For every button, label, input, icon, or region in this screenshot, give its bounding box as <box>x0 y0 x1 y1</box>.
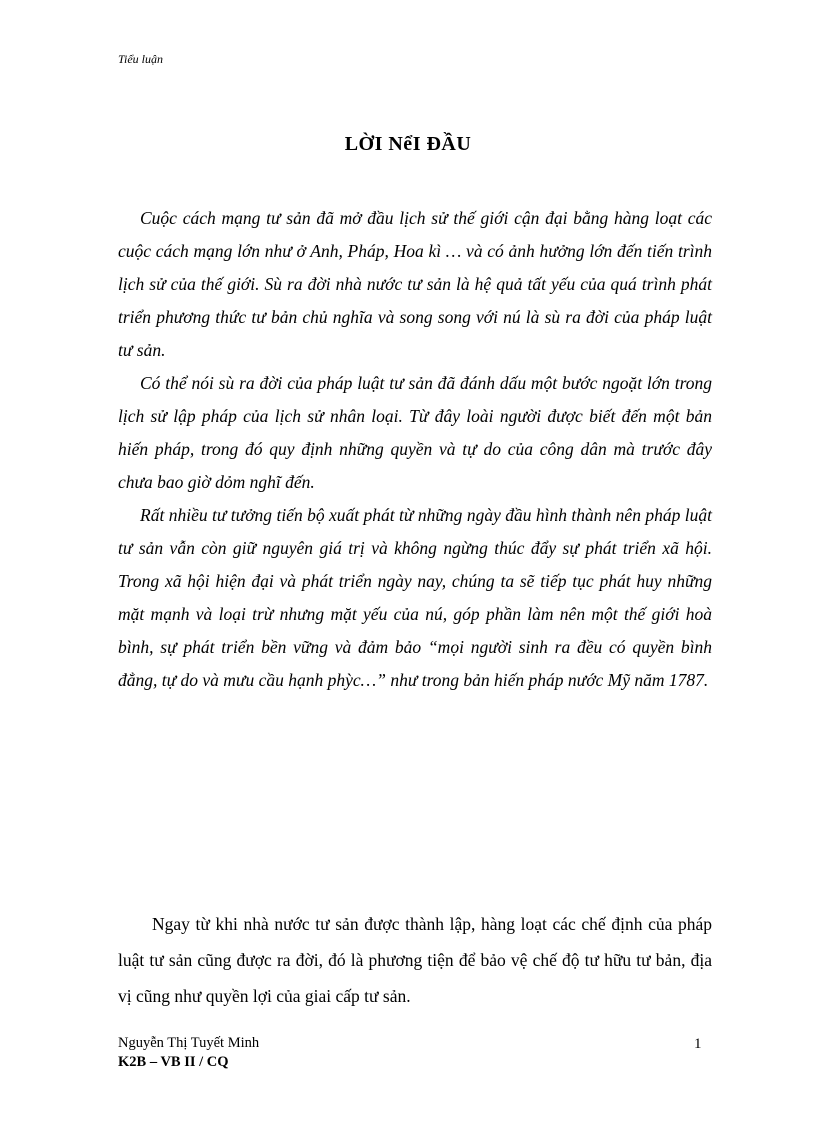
intro-paragraph-2: Có thể nói sù ra đời của pháp luật tư sản đã đánh dấu một bước ngoặt lớn trong lịch sử lập pháp của lịch sử nhân loại. Từ đây loài người được biết đến một bản hiến pháp, trong đó quy định những quyền và tự do của công dân mà trước đây chưa bao giờ dỏm nghĩ đến. <box>118 373 712 492</box>
body-paragraph: Ngay từ khi nhà nước tư sản được thành lập, hàng loạt các chế định của pháp luật tư sản cũng được ra đời, đó là phương tiện để bảo vệ chế độ tư hữu tư bản, địa vị cũng như quyền lợi của giai cấp tư sản. <box>118 914 712 1006</box>
intro-paragraph-3: Rất nhiều tư tưởng tiến bộ xuất phát từ những ngày đầu hình thành nên pháp luật tư sản vẫn còn giữ nguyên giá trị và không ngừng thúc đẩy sự phát triển xã hội. Trong xã hội hiện đại và phát triển ngày nay, chúng ta sẽ tiếp tục phát huy những mặt mạnh và loại trừ nhưng mặt yếu của nú, góp phần làm nên một thế giới hoà bình, sự phát triển bền vững và đảm bảo “mọi người sinh ra đều có quyền bình đẳng, tự do và mưu cầu hạnh phỳc…” như trong bản hiến pháp nước Mỹ năm 1787. <box>118 505 712 690</box>
page-number: 1 <box>694 1036 702 1052</box>
footer-course: K2B – VB II / CQ <box>118 1054 229 1070</box>
body-section <box>118 906 712 1014</box>
intro-section <box>118 202 712 697</box>
page-title: LỜI NểI ĐẦU <box>344 133 472 155</box>
footer-author: Nguyễn Thị Tuyết Minh <box>118 1035 260 1051</box>
intro-paragraph-1: Cuộc cách mạng tư sản đã mở đầu lịch sử thế giới cận đại bằng hàng loạt các cuộc cách mạng lớn như ở Anh, Pháp, Hoa kì … và có ảnh hưởng lớn đến tiến trình lịch sử của thế giới. Sù ra đời nhà nước tư sản là hệ quả tất yếu của quá trình phát triển phương thức tư bản chủ nghĩa và song song với nú là sù ra đời của pháp luật tư sản. <box>118 208 712 360</box>
footer-info <box>118 1034 259 1072</box>
header-note: Tiểu luận <box>118 52 164 66</box>
